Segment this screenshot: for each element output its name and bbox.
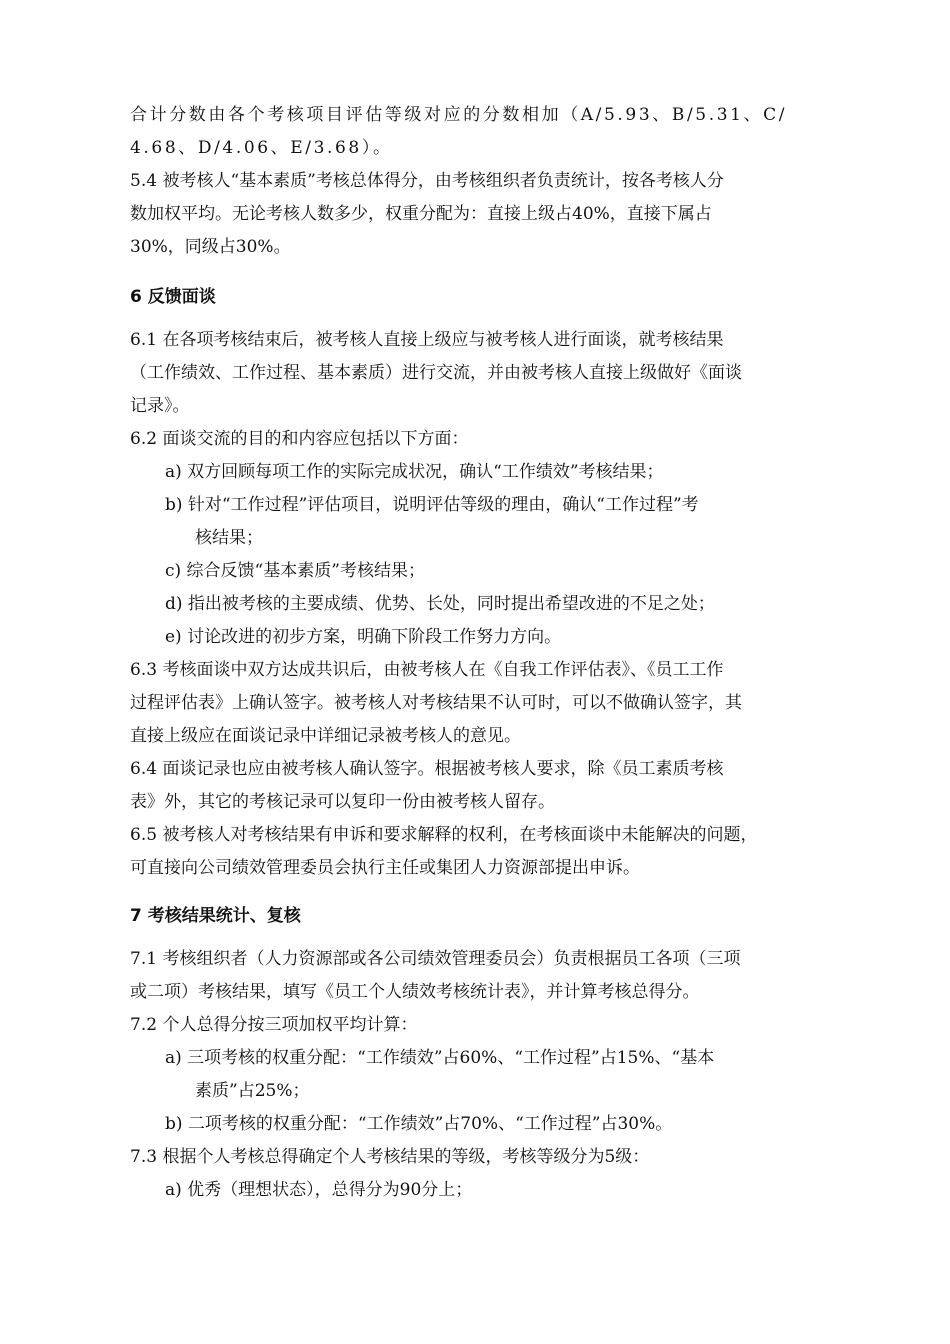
list-item: b) 二项考核的权重分配：“工作绩效”占70%、“工作过程”占30%。 — [165, 1114, 673, 1134]
text-line: 6.3 考核面谈中双方达成共识后，由被考核人在《自我工作评估表》、《员工工作 — [130, 660, 724, 680]
text-line: 表》外，其它的考核记录可以复印一份由被考核人留存。 — [130, 792, 555, 812]
text-line: 过程评估表》上确认签字。被考核人对考核结果不认可时，可以不做确认签字，其 — [130, 693, 742, 713]
text-line: 7.3 根据个人考核总得确定个人考核结果的等级，考核等级分为5级： — [130, 1147, 650, 1167]
text-line: 合计分数由各个考核项目评估等级对应的分数相加（A/5.93、B/5.31、C/ — [130, 105, 788, 125]
list-item: e) 讨论改进的初步方案，明确下阶段工作努力方向。 — [165, 627, 562, 647]
text-line: 7.2 个人总得分按三项加权平均计算： — [130, 1015, 418, 1035]
text-line: 7.1 考核组织者（人力资源部或各公司绩效管理委员会）负责根据员工各项（三项 — [130, 949, 741, 969]
text-line: 数加权平均。无论考核人数多少，权重分配为：直接上级占40%，直接下属占 — [130, 204, 712, 224]
text-line: 记录》。 — [130, 396, 190, 416]
list-item-continuation: 素质”占25%； — [195, 1081, 310, 1101]
text-line: （工作绩效、工作过程、基本素质）进行交流，并由被考核人直接上级做好《面谈 — [130, 363, 742, 383]
section-heading: 7 考核结果统计、复核 — [130, 906, 301, 926]
text-line: 6.5 被考核人对考核结果有申诉和要求解释的权利，在考核面谈中未能解决的问题， — [130, 825, 758, 845]
section-heading: 6 反馈面谈 — [130, 287, 216, 307]
list-item: b) 针对“工作过程”评估项目，说明评估等级的理由，确认“工作过程”考 — [165, 495, 699, 515]
list-item: d) 指出被考核的主要成绩、优势、长处，同时提出希望改进的不足之处； — [165, 594, 715, 614]
text-line: 直接上级应在面谈记录中详细记录被考核人的意见。 — [130, 726, 521, 746]
text-line: 5.4 被考核人“基本素质”考核总体得分，由考核组织者负责统计，按各考核人分 — [130, 171, 724, 191]
text-line: 可直接向公司绩效管理委员会执行主任或集团人力资源部提出申诉。 — [130, 858, 640, 878]
list-item-continuation: 核结果； — [195, 528, 263, 548]
list-item: a) 优秀（理想状态），总得分为90分上； — [165, 1180, 473, 1200]
text-line: 6.1 在各项考核结束后，被考核人直接上级应与被考核人进行面谈，就考核结果 — [130, 330, 724, 350]
list-item: c) 综合反馈“基本素质”考核结果； — [165, 561, 425, 581]
text-line: 或二项）考核结果，填写《员工个人绩效考核统计表》，并计算考核总得分。 — [130, 982, 700, 1002]
text-line: 6.4 面谈记录也应由被考核人确认签字。根据被考核人要求，除《员工素质考核 — [130, 759, 724, 779]
text-line: 6.2 面谈交流的目的和内容应包括以下方面： — [130, 429, 469, 449]
list-item: a) 三项考核的权重分配：“工作绩效”占60%、“工作过程”占15%、“基本 — [165, 1048, 715, 1068]
text-line: 30%，同级占30%。 — [130, 237, 291, 257]
list-item: a) 双方回顾每项工作的实际完成状况，确认“工作绩效”考核结果； — [165, 462, 664, 482]
text-line: 4.68、D/4.06、E/3.68）。 — [130, 138, 393, 158]
